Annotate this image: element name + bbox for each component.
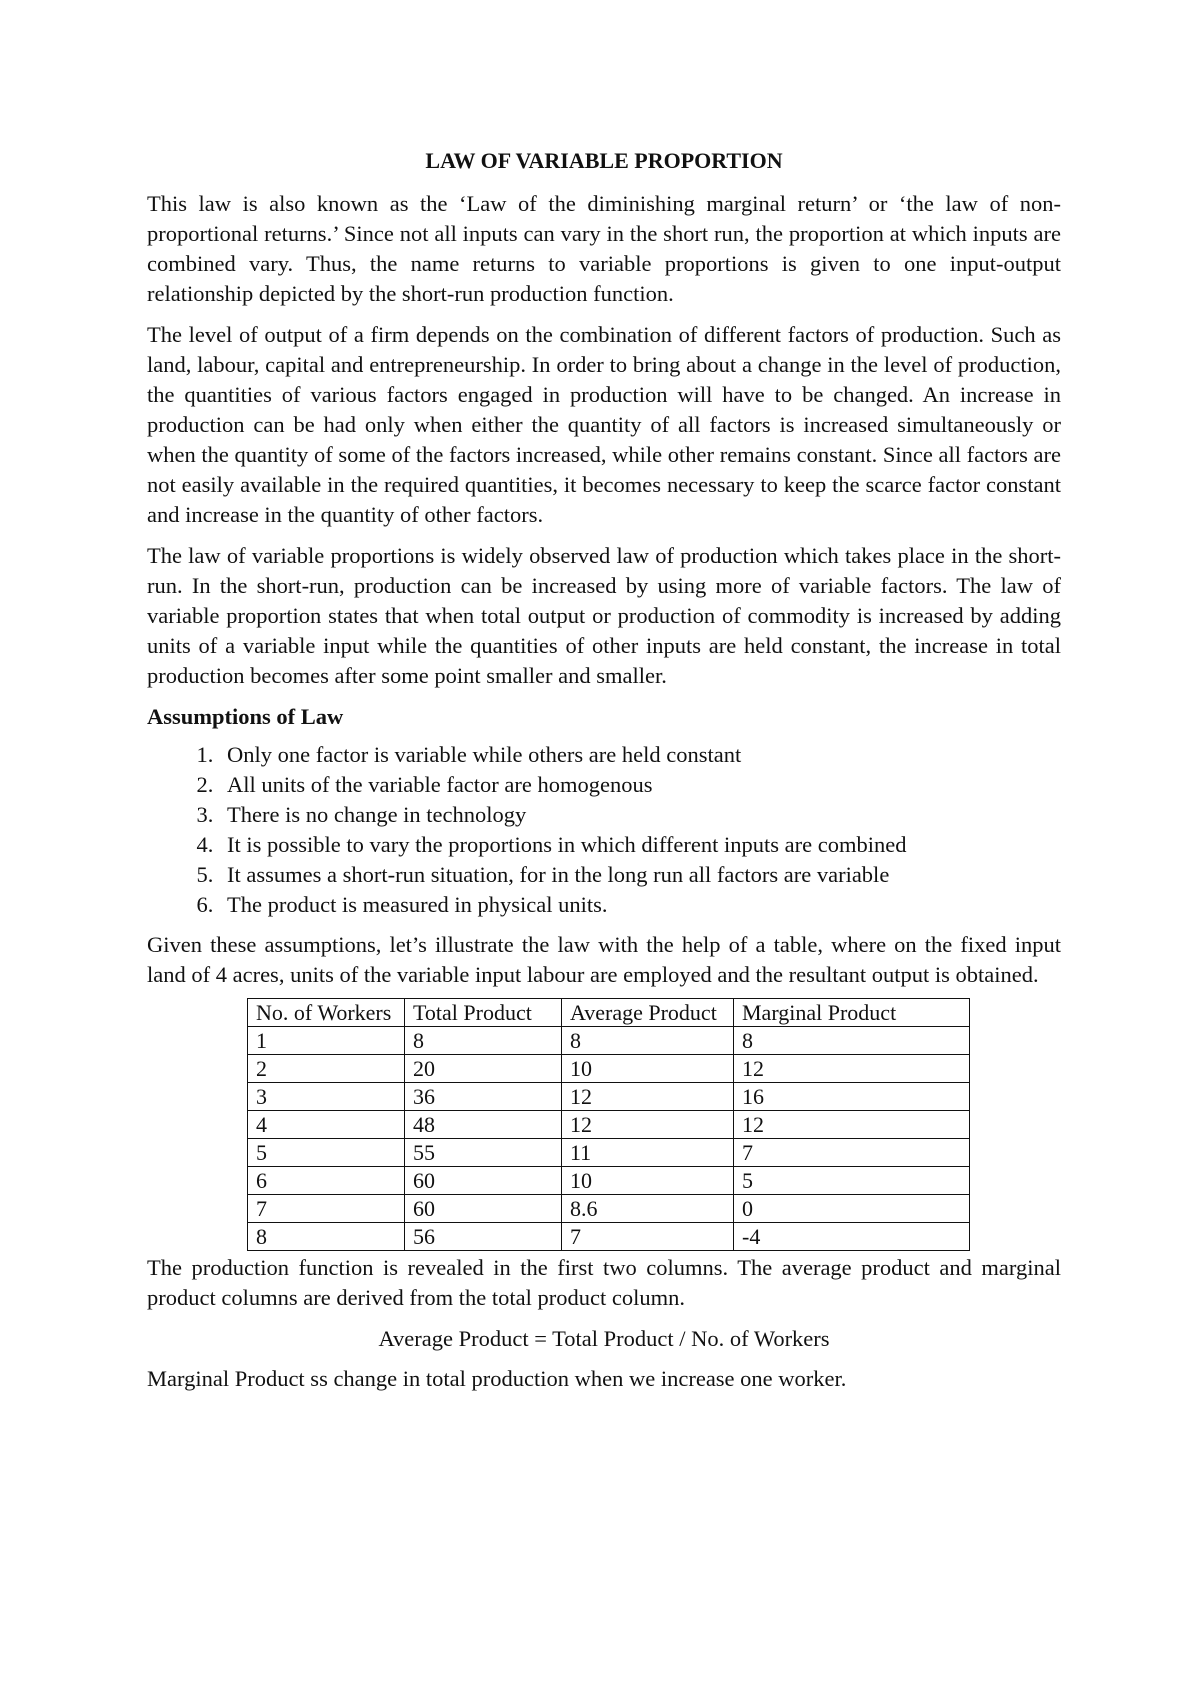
header-total-product: Total Product [405, 999, 562, 1027]
assumptions-list [147, 740, 1061, 920]
factors-paragraph: The level of output of a firm depends on the combination of different factors of production. Such as land, labour, capital and entrepreneurship. In order to bring about a change in the level of production, the quantities of various factors engaged in production will have to be changed. An increase in production can be had only when either the quantity of all factors is increased simultaneously or when the quantity of some of the factors increased, while other remains constant. Since all factors are not easily available in the required quantities, it becomes necessary to keep the scarce factor constant and increase in the quantity of other factors. [147, 322, 1061, 527]
cell-marginal-product: 8 [734, 1027, 970, 1055]
assumption-item: 6. The product is measured in physical units. [219, 890, 1061, 920]
cell-workers: 3 [248, 1083, 405, 1111]
table-intro-paragraph: Given these assumptions, let’s illustrate the law with the help of a table, where on the fixed input land of 4 acres, units of the variable input labour are employed and the resultant output is obtained. [147, 932, 1061, 987]
table-header-row [248, 999, 970, 1027]
assumption-item: 3. There is no change in technology [219, 800, 1061, 830]
document-title: LAW OF VARIABLE PROPORTION [425, 148, 783, 173]
table-row [248, 1083, 970, 1111]
intro-paragraph: This law is also known as the ‘Law of the diminishing marginal return’ or ‘the law of non-proportional returns.’ Since not all inputs can vary in the short run, the proportion at which inputs are combined vary. Thus, the name returns to variable proportions is given to one input-output relationship depicted by the short-run production function. [147, 191, 1061, 306]
header-average-product: Average Product [562, 999, 734, 1027]
cell-total-product: 55 [405, 1139, 562, 1167]
cell-workers: 2 [248, 1055, 405, 1083]
cell-marginal-product: 12 [734, 1055, 970, 1083]
cell-marginal-product: 12 [734, 1111, 970, 1139]
assumption-item: 5. It assumes a short-run situation, for in the long run all factors are variable [219, 860, 1061, 890]
assumption-item: 4. It is possible to vary the proportions in which different inputs are combined [219, 830, 1061, 860]
production-function-paragraph: The production function is revealed in the first two columns. The average product and marginal product columns are derived from the total product column. [147, 1255, 1061, 1310]
cell-total-product: 60 [405, 1195, 562, 1223]
document-page [147, 136, 1061, 1405]
cell-average-product: 12 [562, 1083, 734, 1111]
cell-marginal-product: 16 [734, 1083, 970, 1111]
table-row [248, 1055, 970, 1083]
cell-average-product: 11 [562, 1139, 734, 1167]
cell-average-product: 8.6 [562, 1195, 734, 1223]
table-row [248, 1195, 970, 1223]
cell-workers: 1 [248, 1027, 405, 1055]
production-table [247, 998, 970, 1251]
table-row [248, 1027, 970, 1055]
average-product-formula: Average Product = Total Product / No. of Workers [378, 1326, 830, 1351]
cell-average-product: 10 [562, 1055, 734, 1083]
law-definition-paragraph: The law of variable proportions is widely observed law of production which takes place in the short-run. In the short-run, production can be increased by using more of variable factors. The law of variable proportion states that when total output or production of commodity is increased by adding units of a variable input while the quantities of other inputs are held constant, the increase in total production becomes after some point smaller and smaller. [147, 543, 1061, 688]
marginal-product-paragraph: Marginal Product ss change in total production when we increase one worker. [147, 1366, 847, 1391]
assumptions-heading: Assumptions of Law [147, 704, 344, 729]
cell-marginal-product: 0 [734, 1195, 970, 1223]
cell-marginal-product: 7 [734, 1139, 970, 1167]
cell-total-product: 8 [405, 1027, 562, 1055]
cell-average-product: 7 [562, 1223, 734, 1251]
cell-total-product: 36 [405, 1083, 562, 1111]
assumption-item: 2. All units of the variable factor are homogenous [219, 770, 1061, 800]
table-row [248, 1139, 970, 1167]
cell-average-product: 10 [562, 1167, 734, 1195]
cell-average-product: 8 [562, 1027, 734, 1055]
cell-workers: 7 [248, 1195, 405, 1223]
cell-workers: 8 [248, 1223, 405, 1251]
cell-total-product: 60 [405, 1167, 562, 1195]
cell-marginal-product: 5 [734, 1167, 970, 1195]
table-row [248, 1111, 970, 1139]
cell-workers: 5 [248, 1139, 405, 1167]
cell-workers: 4 [248, 1111, 405, 1139]
assumption-item: 1. Only one factor is variable while others are held constant [219, 740, 1061, 770]
table-row [248, 1223, 970, 1251]
cell-workers: 6 [248, 1167, 405, 1195]
header-workers: No. of Workers [248, 999, 405, 1027]
header-marginal-product: Marginal Product [734, 999, 970, 1027]
cell-total-product: 48 [405, 1111, 562, 1139]
cell-total-product: 56 [405, 1223, 562, 1251]
table-row [248, 1167, 970, 1195]
cell-marginal-product: -4 [734, 1223, 970, 1251]
cell-total-product: 20 [405, 1055, 562, 1083]
cell-average-product: 12 [562, 1111, 734, 1139]
